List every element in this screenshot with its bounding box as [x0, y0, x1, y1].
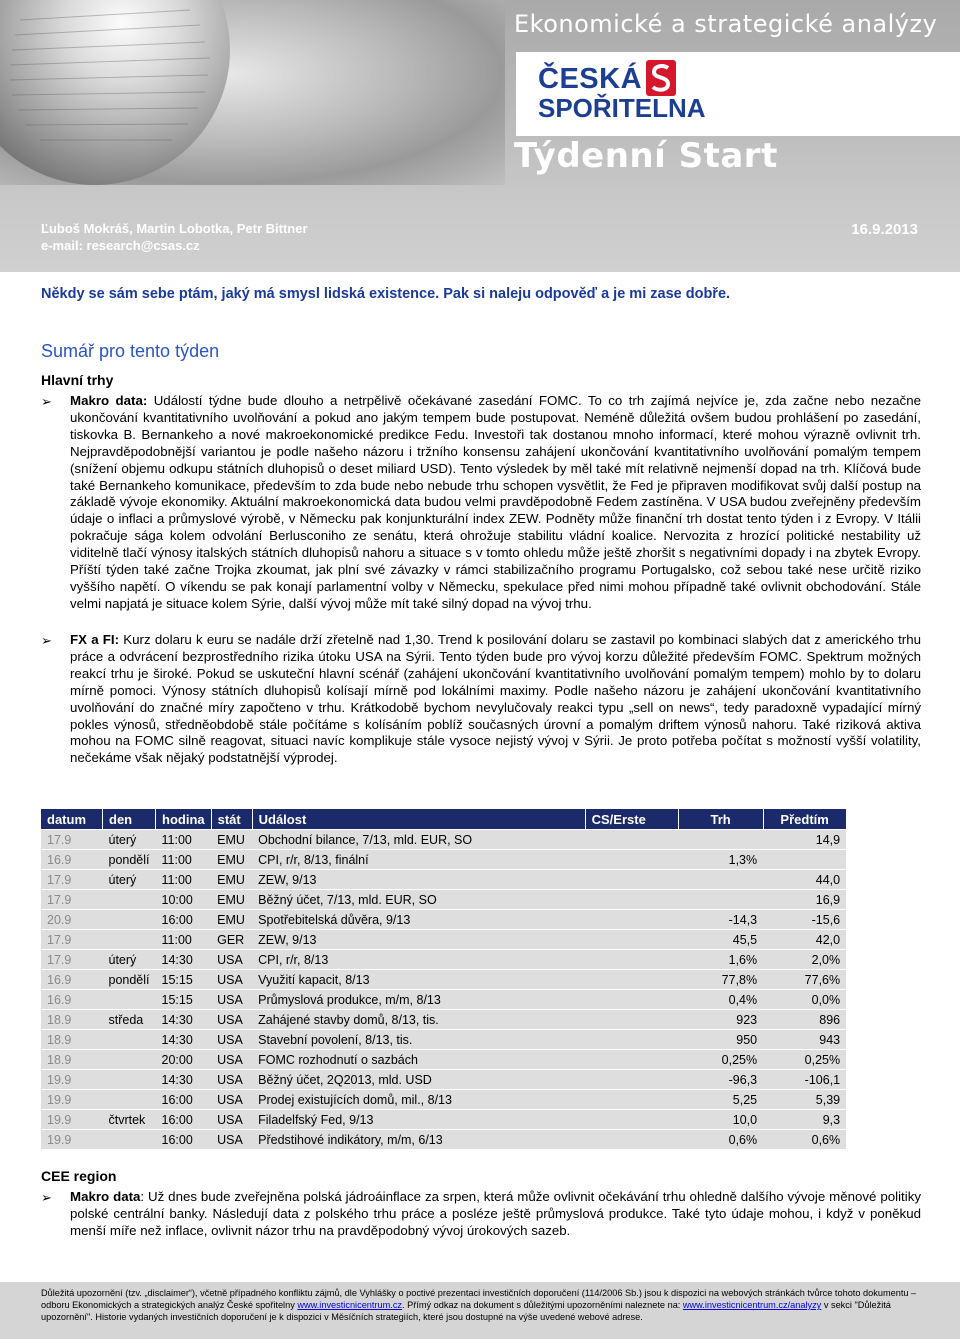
cell-date: 20.9 [41, 910, 103, 930]
cell-forecast [585, 930, 678, 950]
cell-forecast [585, 1030, 678, 1050]
table-row [41, 1090, 846, 1110]
cell-hour: 11:00 [156, 850, 212, 870]
cell-event: CPI, r/r, 8/13 [252, 950, 585, 970]
disclaimer-text: v sekci "Důležitá upozornění". Historie vydaných investičních doporučení je k dispozici v Měsíčních strategiích, které jsou dostupné na výše uvedené webové adrese. [41, 1300, 891, 1322]
cell-previous: 9,3 [763, 1110, 846, 1130]
table-row [41, 1010, 846, 1030]
cell-date: 19.9 [41, 1070, 103, 1090]
cell-market: -14,3 [678, 910, 763, 930]
newspaper-texture [0, 0, 240, 180]
bullet-body: Událostí týdne bude dlouho a netrpělivě očekávané zasedání FOMC. To co trh zajímá nejvíce je, zda začne nebo nezačne ukončování kvantitativního uvolňování a pokud ano jakým tempem bude postupovat. Neméně důležitá ovšem budou prohlášení po zasedání, tiskovka B. Bernankeho a nové makroekonomické predikce Fedu. Investoři tak dostanou mnoho informací, které mohou výrazně ovlivnit trh. Nejpravděpodobnější variantou je podle našeho názoru i tržního konsensu zahájení ukončování kvantitativního uvolňování pomalým tempem (snížení objemu odkupu státních dluhopisů o deset miliard USD). Tento výsledek by měl také mít relativně nejmenší dopad na trh. Klíčová bude také Bernankeho komunikace, především to zda bude nebo nebude trhu schopen vysvětlit, že Fed je připraven modifikovat svůj další postup na základě vývoje ekonomiky. Aktuální makroekonomická data budou velmi pravděpodobně Fedem zastíněna. V USA budou zveřejněny především údaje o inflaci a průmyslové výrobě, v Německu pak konjunkturální index ZEW. Podněty může finanční trh dostat tento týden i z Evropy. V Itálii pokračuje sága kolem odvolání Berlusconiho ze senátu, která ohrožuje stabilitu vládní koalice. Nervozita z hrozící politické nestability už viditelně tlačí výnosy italských státních dluhopisů nahoru a situace s v tomto ohledu může ještě zhoršit s negativními dopady i na zbytek Evropy. Příští týden také začne Trojka zkoumat, jak plní své závazky v rámci stabilizačního programu Portugalsko, což sebou také nese určitě riziko vyššího napětí. O víkendu se pak konají parlamentní volby v Německu, spekulace před nimi mohou případně také ovlivnit obchodování. Stále velmi napjatá je situace kolem Sýrie, další vývoj může mít také silný dopad na vývoj trhu. [70, 393, 921, 611]
cell-forecast [585, 830, 678, 850]
cell-country: USA [211, 1030, 252, 1050]
cell-previous: 5,39 [763, 1090, 846, 1110]
cell-country: EMU [211, 830, 252, 850]
table-row [41, 950, 846, 970]
cell-event: Filadelfský Fed, 9/13 [252, 1110, 585, 1130]
cell-event: Stavební povolení, 8/13, tis. [252, 1030, 585, 1050]
cell-event: Obchodní bilance, 7/13, mld. EUR, SO [252, 830, 585, 850]
cell-date: 18.9 [41, 1010, 103, 1030]
bank-name-line2: SPOŘITELNA [538, 93, 706, 123]
cell-forecast [585, 890, 678, 910]
cell-country: EMU [211, 870, 252, 890]
cell-day: středa [103, 1010, 156, 1030]
cell-event: ZEW, 9/13 [252, 930, 585, 950]
cell-hour: 15:15 [156, 990, 212, 1010]
cell-hour: 11:00 [156, 830, 212, 850]
cell-day [103, 910, 156, 930]
cell-market [678, 870, 763, 890]
cell-event: Prodej existujících domů, mil., 8/13 [252, 1090, 585, 1110]
cell-event: Běžný účet, 2Q2013, mld. USD [252, 1070, 585, 1090]
cell-country: USA [211, 1050, 252, 1070]
bullet-label: Makro data [70, 1189, 141, 1204]
cell-event: Využití kapacit, 8/13 [252, 970, 585, 990]
cell-forecast [585, 1110, 678, 1130]
cell-country: USA [211, 1090, 252, 1110]
cell-day [103, 1030, 156, 1050]
bullet-text [70, 393, 921, 613]
cell-event: CPI, r/r, 8/13, finální [252, 850, 585, 870]
authors-block [41, 220, 308, 254]
cell-country: USA [211, 1130, 252, 1150]
cell-event: FOMC rozhodnutí o sazbách [252, 1050, 585, 1070]
section-title-summary: Sumář pro tento týden [41, 341, 220, 361]
col-header-day: den [103, 809, 156, 830]
cell-previous: 896 [763, 1010, 846, 1030]
cell-day: čtvrtek [103, 1110, 156, 1130]
cell-event: Předstihové indikátory, m/m, 6/13 [252, 1130, 585, 1150]
cell-previous: 0,25% [763, 1050, 846, 1070]
arrow-bullet-icon: ➢ [41, 394, 52, 409]
cell-hour: 14:30 [156, 1010, 212, 1030]
cell-country: USA [211, 1070, 252, 1090]
cell-event: ZEW, 9/13 [252, 870, 585, 890]
cell-market [678, 830, 763, 850]
cell-previous: 16,9 [763, 890, 846, 910]
cell-forecast [585, 990, 678, 1010]
cell-hour: 16:00 [156, 1090, 212, 1110]
col-header-previous: Předtím [763, 809, 846, 830]
cell-date: 19.9 [41, 1110, 103, 1130]
col-header-country: stát [211, 809, 252, 830]
cell-hour: 10:00 [156, 890, 212, 910]
cell-date: 17.9 [41, 870, 103, 890]
table-header-row [41, 809, 846, 830]
table-row [41, 1130, 846, 1150]
cell-hour: 16:00 [156, 1110, 212, 1130]
bullet-macro-data [41, 393, 921, 613]
cell-market: 10,0 [678, 1110, 763, 1130]
report-header [0, 0, 960, 272]
cell-date: 19.9 [41, 1130, 103, 1150]
cell-previous: 0,6% [763, 1130, 846, 1150]
cell-date: 17.9 [41, 830, 103, 850]
cell-event: Spotřebitelská důvěra, 9/13 [252, 910, 585, 930]
cell-previous [763, 850, 846, 870]
bullet-fx-fi [41, 632, 921, 767]
cell-forecast [585, 970, 678, 990]
cell-country: USA [211, 1010, 252, 1030]
series-title: Ekonomické a strategické analýzy [514, 10, 938, 38]
table-row [41, 1050, 846, 1070]
bank-name-line1: ČESKÁ [538, 63, 643, 95]
cell-market: 1,6% [678, 950, 763, 970]
cell-date: 16.9 [41, 990, 103, 1010]
col-header-market: Trh [678, 809, 763, 830]
cell-previous: 2,0% [763, 950, 846, 970]
cell-hour: 11:00 [156, 870, 212, 890]
cell-date: 18.9 [41, 1050, 103, 1070]
cell-day: úterý [103, 830, 156, 850]
cell-hour: 11:00 [156, 930, 212, 950]
cell-day [103, 1070, 156, 1090]
cell-day: úterý [103, 950, 156, 970]
cell-date: 16.9 [41, 850, 103, 870]
cell-forecast [585, 850, 678, 870]
arrow-bullet-icon: ➢ [41, 633, 52, 648]
cell-hour: 14:30 [156, 1030, 212, 1050]
header-photo [0, 0, 505, 185]
cell-day: pondělí [103, 970, 156, 990]
cell-forecast [585, 1070, 678, 1090]
cell-country: USA [211, 970, 252, 990]
economic-calendar-table [41, 809, 847, 1149]
subheading-main-markets: Hlavní trhy [41, 372, 114, 388]
analyzy-link[interactable]: www.investicnicentrum.cz/analyzy [682, 1300, 822, 1310]
cell-day: úterý [103, 870, 156, 890]
table-row [41, 970, 846, 990]
bank-s-logo-icon [646, 60, 676, 96]
cell-forecast [585, 870, 678, 890]
author-email: e-mail: research@csas.cz [41, 238, 200, 253]
table-row [41, 890, 846, 910]
cell-forecast [585, 1130, 678, 1150]
cell-previous: -106,1 [763, 1070, 846, 1090]
table-row [41, 1110, 846, 1130]
cell-previous: 42,0 [763, 930, 846, 950]
cell-market: 1,3% [678, 850, 763, 870]
investicnicentrum-link[interactable]: www.investicnicentrum.cz [297, 1300, 403, 1310]
table-row [41, 870, 846, 890]
cell-market: 5,25 [678, 1090, 763, 1110]
cell-country: USA [211, 1110, 252, 1130]
subheading-cee: CEE region [41, 1168, 117, 1184]
cell-previous: 77,6% [763, 970, 846, 990]
table-row [41, 930, 846, 950]
cell-event: Běžný účet, 7/13, mld. EUR, SO [252, 890, 585, 910]
cell-day [103, 930, 156, 950]
cell-hour: 14:30 [156, 950, 212, 970]
cell-market: -96,3 [678, 1070, 763, 1090]
cell-market: 0,25% [678, 1050, 763, 1070]
cell-hour: 20:00 [156, 1050, 212, 1070]
bullet-cee-macro [41, 1189, 921, 1240]
col-header-date: datum [41, 809, 103, 830]
cell-country: EMU [211, 890, 252, 910]
cell-event: Průmyslová produkce, m/m, 8/13 [252, 990, 585, 1010]
cell-hour: 14:30 [156, 1070, 212, 1090]
cell-market: 0,4% [678, 990, 763, 1010]
cell-previous: 0,0% [763, 990, 846, 1010]
cell-previous: 14,9 [763, 830, 846, 850]
table-row [41, 830, 846, 850]
cell-previous: -15,6 [763, 910, 846, 930]
table-row [41, 1030, 846, 1050]
authors: Ľuboš Mokráš, Martin Lobotka, Petr Bittner [41, 221, 308, 236]
cell-day [103, 990, 156, 1010]
cell-forecast [585, 1050, 678, 1070]
disclaimer-text: Důležitá upozornění (tzv. „disclaimer“), včetně případného konfliktu zájmů, dle Vyhlášky o poctivé prezentaci investičních doporučení (114/2006 Sb.) jsou k dispozici na webových stránkách tvůrce tohoto dokumentu – odboru Ekonomických a strategických analýz České spořitelny [41, 1288, 917, 1310]
cell-previous: 44,0 [763, 870, 846, 890]
cell-date: 19.9 [41, 1090, 103, 1110]
bullet-body: : Už dnes bude zveřejněna polská jádroáinflace za srpen, která může ovlivnit očekávání trhu ohledně dalšího vývoje měnové politiky polské centrální banky. Následují data z polského trhu práce a posléze ještě průmyslová produkce. Také tyto údaje mohou, i když v poněkud menší míře než inflace, ovlivnit názor trhu na pravděpodobný vývoj úrokových sazeb. [70, 1189, 921, 1238]
table-row [41, 990, 846, 1010]
bullet-label: FX a FI: [70, 632, 120, 647]
cell-date: 16.9 [41, 970, 103, 990]
cell-date: 17.9 [41, 890, 103, 910]
cell-forecast [585, 950, 678, 970]
cell-country: USA [211, 950, 252, 970]
disclaimer-text: . Přímý odkaz na dokument s důležitými upozorněními naleznete na: [402, 1300, 683, 1310]
bullet-label: Makro data: [70, 393, 148, 408]
report-date: 16.9.2013 [851, 221, 918, 238]
cell-previous: 943 [763, 1030, 846, 1050]
disclaimer [41, 1287, 921, 1323]
cell-forecast [585, 1090, 678, 1110]
cell-date: 17.9 [41, 930, 103, 950]
cell-country: EMU [211, 850, 252, 870]
cell-event: Zahájené stavby domů, 8/13, tis. [252, 1010, 585, 1030]
bullet-body: Kurz dolaru k euru se nadále drží zřetelně nad 1,30. Trend k posilování dolaru se zastavil po kombinaci slabých dat z amerického trhu práce a odvrácení bezprostředního rizika útoku USA na Sýrii. Tento týden bude pro vývoj korzu důležité především FOMC. Spektrum možných reakcí trhu je široké. Pokud se uskuteční hlavní scénář (zahájení ukončování kvantitativního uvolňování pomalým tempem) mohlo by to dolaru mírně pomoci. Výnosy státních dluhopisů kolísají mírně pod lokálními maximy. Podle našeho názoru je zahájení ukončování kvantitativního uvolňování do značné míry započteno v trhu. Krátkodobě bychom nevylučovaly reakci typu „sell on news“, tedy paradoxně vypadající mírný pokles výnosů, středněobdobě stále počítáme s kolísáním poblíž současných úrovní a pomalým driftem výnosů nahoru. Také riziková aktiva mohou na FOMC silně reagovat, situaci navíc komplikuje stále vysoce nejistý vývoj v Sýrii. Je proto potřeba počítat s možností vyšší volatility, nečekáme však nějaký podstatnější výprodej. [70, 632, 921, 766]
cell-country: USA [211, 990, 252, 1010]
cell-market: 950 [678, 1030, 763, 1050]
cell-hour: 16:00 [156, 1130, 212, 1150]
cell-country: GER [211, 930, 252, 950]
cell-market: 0,6% [678, 1130, 763, 1150]
cell-day [103, 1090, 156, 1110]
cell-day [103, 890, 156, 910]
cell-day: pondělí [103, 850, 156, 870]
cell-date: 17.9 [41, 950, 103, 970]
table-row [41, 1070, 846, 1090]
table-row [41, 850, 846, 870]
cell-country: EMU [211, 910, 252, 930]
table-row [41, 910, 846, 930]
cell-forecast [585, 910, 678, 930]
cell-hour: 15:15 [156, 970, 212, 990]
col-header-forecast: CS/Erste [585, 809, 678, 830]
cell-market: 45,5 [678, 930, 763, 950]
bullet-text [70, 632, 921, 767]
cell-hour: 16:00 [156, 910, 212, 930]
col-header-hour: hodina [156, 809, 212, 830]
cell-date: 18.9 [41, 1030, 103, 1050]
cell-market: 923 [678, 1010, 763, 1030]
cell-market [678, 890, 763, 910]
arrow-bullet-icon: ➢ [41, 1190, 52, 1205]
cell-day [103, 1050, 156, 1070]
document-title: Týdenní Start [514, 136, 778, 176]
bullet-text [70, 1189, 921, 1240]
col-header-event: Událost [252, 809, 585, 830]
cell-forecast [585, 1010, 678, 1030]
cell-market: 77,8% [678, 970, 763, 990]
cell-day [103, 1130, 156, 1150]
weekly-quote: Někdy se sám sebe ptám, jaký má smysl lidská existence. Pak si naleju odpověď a je mi zase dobře. [41, 286, 731, 302]
